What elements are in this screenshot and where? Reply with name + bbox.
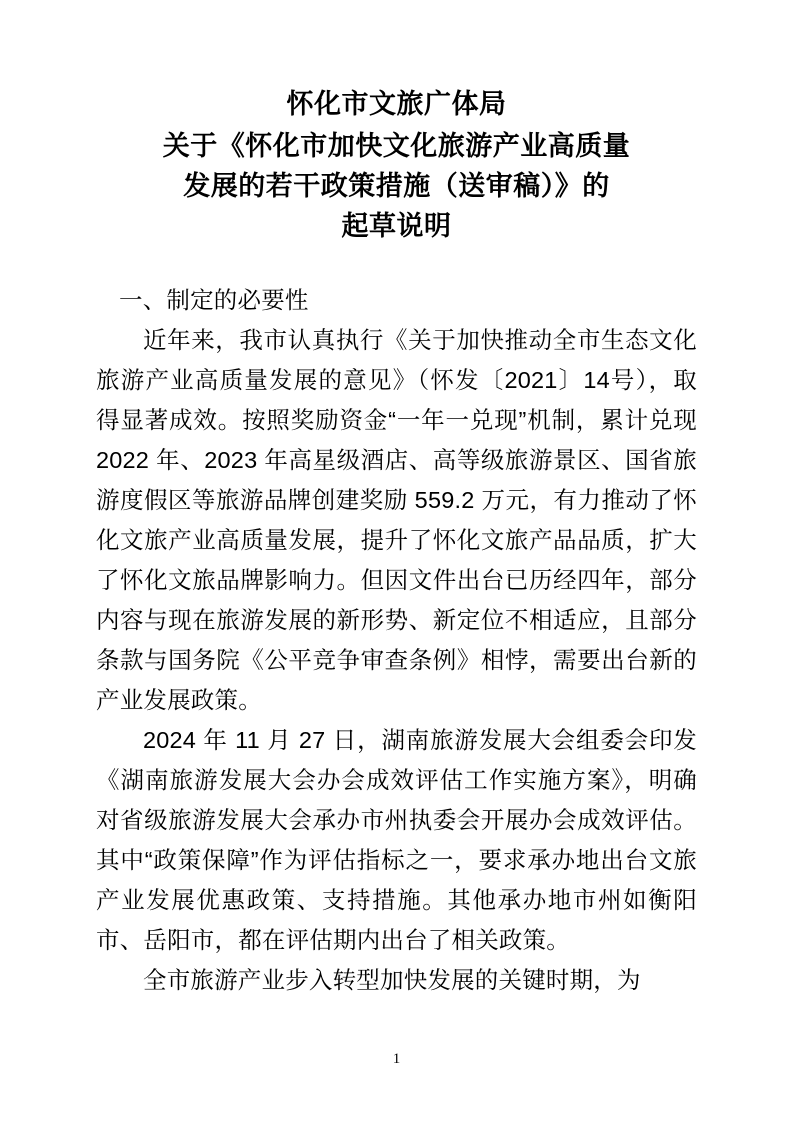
title-line-4: 起草说明: [341, 211, 452, 241]
paragraph-1: 近年来，我市认真执行《关于加快推动全市生态文化旅游产业高质量发展的意见》（怀发〔2021〕14号），取得显著成效。按照奖励资金“一年一兑现”机制，累计兑现 2022 年、2023 年高星级酒店、高等级旅游景区、国省旅游度假区等旅游品牌创建奖励 559.2 万元，有力推动了怀化文旅产业高质量发展，提升了怀化文旅产品品质，扩大了怀化文旅品牌影响力。但因文件出台已历经四年，部分内容与现在旅游发展的新形势、新定位不相适应，且部分条款与国务院《公平竞争审查条例》相悖，需要出台新的产业发展政策。: [96, 327, 697, 713]
paragraph-2: 2024 年 11 月 27 日，湖南旅游发展大会组委会印发《湖南旅游发展大会办会成效评估工作实施方案》，明确对省级旅游发展大会承办市州执委会开展办会成效评估。其中“政策保障”作为评估指标之一，要求承办地出台文旅产业发展优惠政策、支持措施。其他承办地市州如衡阳市、岳阳市，都在评估期内出台了相关政策。: [96, 727, 697, 953]
page-title: [96, 84, 697, 246]
section-heading: 一、制定的必要性: [119, 287, 309, 313]
paragraph-3: 全市旅游产业步入转型加快发展的关键时期，为: [143, 967, 641, 993]
page-number: 1: [392, 1051, 401, 1067]
title-line-1: 怀化市文旅广体局: [286, 89, 507, 119]
document-body: [96, 280, 697, 1000]
title-line-2: 关于《怀化市加快文化旅游产业高质量: [162, 131, 631, 161]
title-line-3: 发展的若干政策措施（送审稿）》的: [183, 171, 610, 201]
